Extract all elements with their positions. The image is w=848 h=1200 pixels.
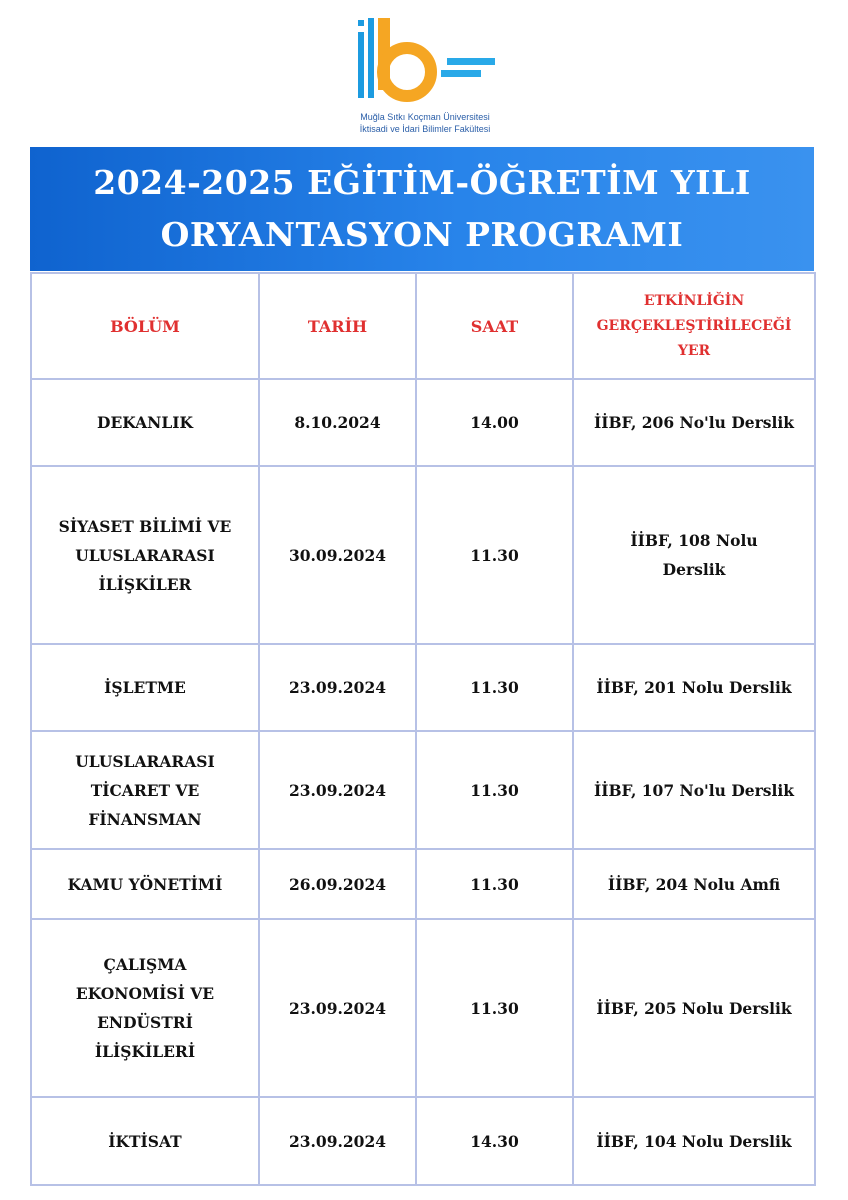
cell-place: İİBF, 107 No'lu Derslik	[573, 731, 815, 849]
title-banner	[30, 147, 814, 271]
table-row	[31, 919, 815, 1097]
header-time: SAAT	[416, 273, 573, 379]
cell-place: İİBF, 201 Nolu Derslik	[573, 644, 815, 731]
cell-date: 8.10.2024	[259, 379, 416, 466]
cell-time: 11.30	[416, 919, 573, 1097]
faculty-logo	[330, 8, 520, 134]
cell-time: 11.30	[416, 731, 573, 849]
title-line-1: 2024-2025 EĞİTİM-ÖĞRETİM YILI	[93, 163, 751, 202]
cell-time: 11.30	[416, 644, 573, 731]
table-row	[31, 1097, 815, 1185]
cell-department: İKTİSAT	[31, 1097, 259, 1185]
table-row	[31, 379, 815, 466]
cell-time: 11.30	[416, 466, 573, 644]
cell-time: 14.30	[416, 1097, 573, 1185]
table-row	[31, 644, 815, 731]
cell-date: 26.09.2024	[259, 849, 416, 919]
cell-date: 23.09.2024	[259, 919, 416, 1097]
cell-place: İİBF, 104 Nolu Derslik	[573, 1097, 815, 1185]
cell-department: SİYASET BİLİMİ VE ULUSLARARASI İLİŞKİLER	[31, 466, 259, 644]
header-place: ETKİNLİĞİN GERÇEKLEŞTİRİLECEĞİ YER	[573, 273, 815, 379]
cell-place: İİBF, 108 Nolu Derslik	[573, 466, 815, 644]
cell-department: DEKANLIK	[31, 379, 259, 466]
table-row	[31, 849, 815, 919]
header-date: TARİH	[259, 273, 416, 379]
cell-department: KAMU YÖNETİMİ	[31, 849, 259, 919]
title-line-2: ORYANTASYON PROGRAMI	[160, 215, 684, 254]
cell-department: ÇALIŞMA EKONOMİSİ VE ENDÜSTRİ İLİŞKİLERİ	[31, 919, 259, 1097]
iibf-logo-icon	[355, 8, 495, 108]
cell-date: 23.09.2024	[259, 644, 416, 731]
cell-department: ULUSLARARASI TİCARET VE FİNANSMAN	[31, 731, 259, 849]
cell-department: İŞLETME	[31, 644, 259, 731]
table-row	[31, 731, 815, 849]
logo-university-name: Muğla Sıtkı Koçman Üniversitesi	[360, 112, 490, 122]
cell-place: İİBF, 206 No'lu Derslik	[573, 379, 815, 466]
cell-place: İİBF, 204 Nolu Amfi	[573, 849, 815, 919]
orientation-schedule-table	[30, 272, 816, 1186]
cell-date: 23.09.2024	[259, 1097, 416, 1185]
cell-time: 14.00	[416, 379, 573, 466]
cell-place: İİBF, 205 Nolu Derslik	[573, 919, 815, 1097]
logo-faculty-name: İktisadi ve İdari Bilimler Fakültesi	[359, 124, 491, 134]
table-row	[31, 466, 815, 644]
cell-time: 11.30	[416, 849, 573, 919]
table-header-row	[31, 273, 815, 379]
header-department: BÖLÜM	[31, 273, 259, 379]
cell-date: 23.09.2024	[259, 731, 416, 849]
cell-date: 30.09.2024	[259, 466, 416, 644]
